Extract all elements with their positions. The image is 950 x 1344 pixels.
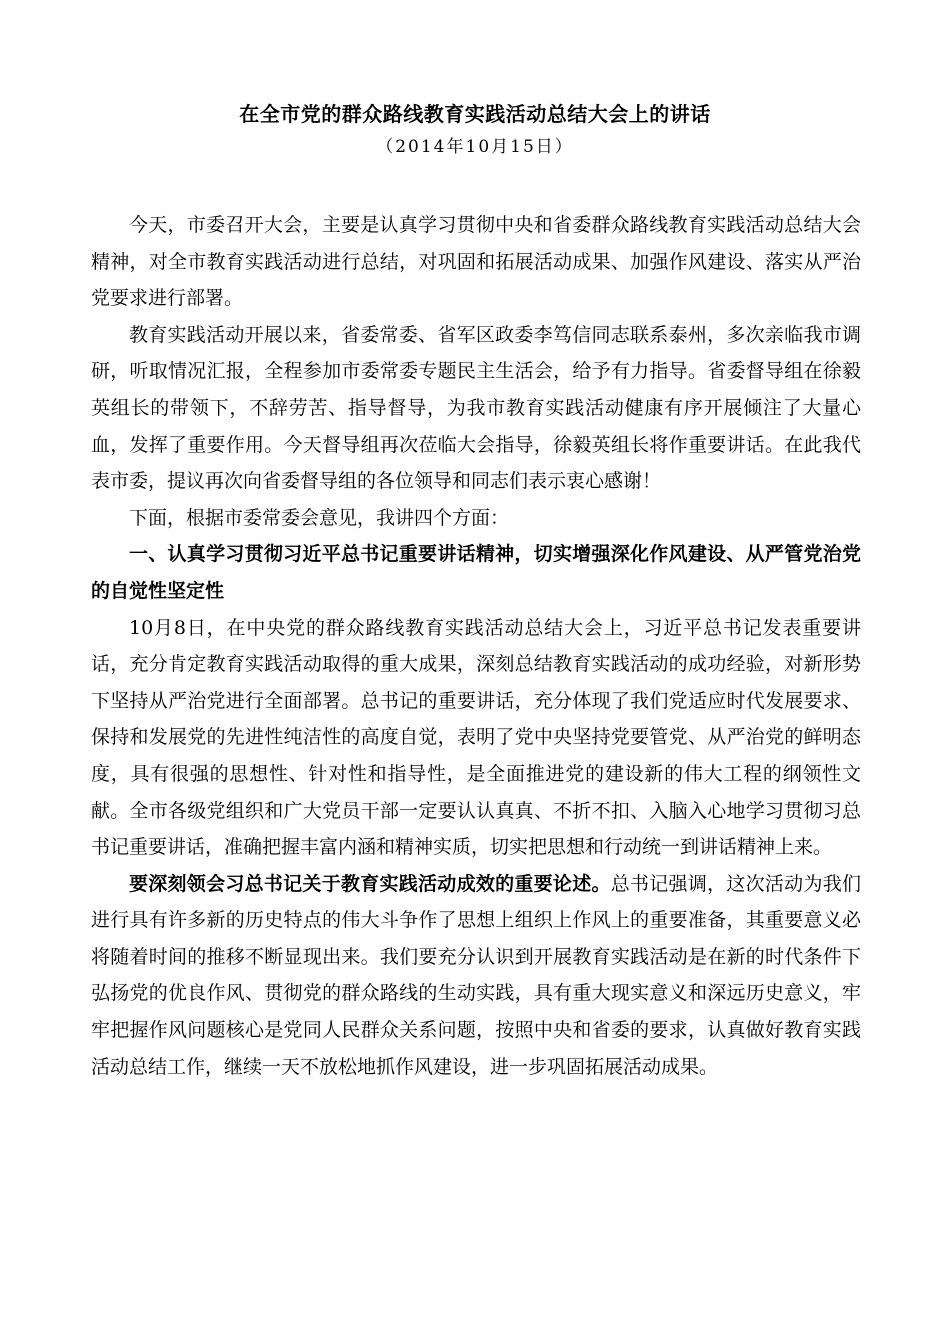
paragraph: 下面，根据市委常委会意见，我讲四个方面：: [129, 506, 510, 529]
paragraph-text: 总书记强调，这次活动为我们进行具有许多新的历史特点的伟大斗争作了思想上组织上作风上的重要准备，其重要意义必将随着时间的推移不断显现出来。我们要充分认识到开展教育实践活动是在新的时代条件下弘扬党的优良作风、贯彻党的群众路线的生动实践，具有重大现实意义和深远历史意义，牢牢把握作风问题核心是党同人民群众关系问题，按照中央和省委的要求，认真做好教育实践活动总结工作，继续一天不放松地抓作风建设，进一步巩固拓展活动成果。: [91, 872, 861, 1078]
paragraph: 教育实践活动开展以来，省委常委、省军区政委李笃信同志联系泰州，多次亲临我市调研，听取情况汇报，全程参加市委常委专题民主生活会，给予有力指导。省委督导组在徐毅英组长的带领下，不辞劳苦、指导督导，为我市教育实践活动健康有序开展倾注了大量心血，发挥了重要作用。今天督导组再次莅临大会指导，徐毅英组长将作重要讲话。在此我代表市委，提议再次向省委督导组的各位领导和同志们表示衷心感谢！: [91, 323, 861, 493]
paragraph: 10月8日，在中央党的群众路线教育实践活动总结大会上，习近平总书记发表重要讲话，充分肯定教育实践活动取得的重大成果，深刻总结教育实践活动的成功经验，对新形势下坚持从严治党进行全面部署。总书记的重要讲话，充分体现了我们党适应时代发展要求、保持和发展党的先进性纯洁性的高度自觉，表明了党中央坚持党要管党、从严治党的鲜明态度，具有很强的思想性、针对性和指导性，是全面推进党的建设新的伟大工程的纲领性文献。全市各级党组织和广大党员干部一定要认认真真、不折不扣、入脑入心地学习贯彻习总书记重要讲话，准确把握丰富内涵和精神实质，切实把思想和行动统一到讲话精神上来。: [91, 616, 861, 859]
document-title: 在全市党的群众路线教育实践活动总结大会上的讲话: [239, 102, 711, 126]
document-body: [91, 207, 861, 1085]
paragraph: [91, 866, 861, 1086]
paragraph: 今天，市委召开大会，主要是认真学习贯彻中央和省委群众路线教育实践活动总结大会精神，对全市教育实践活动进行总结，对巩固和拓展活动成果、加强作风建设、落实从严治党要求进行部署。: [91, 214, 861, 310]
document-date: （2014年10月15日）: [376, 137, 574, 157]
section-heading: 一、认真学习贯彻习近平总书记重要讲话精神，切实增强深化作风建设、从严管党治党的自觉性坚定性: [91, 543, 861, 602]
paragraph-lead-sentence: 要深刻领会习总书记关于教育实践活动成效的重要论述。: [129, 872, 611, 895]
